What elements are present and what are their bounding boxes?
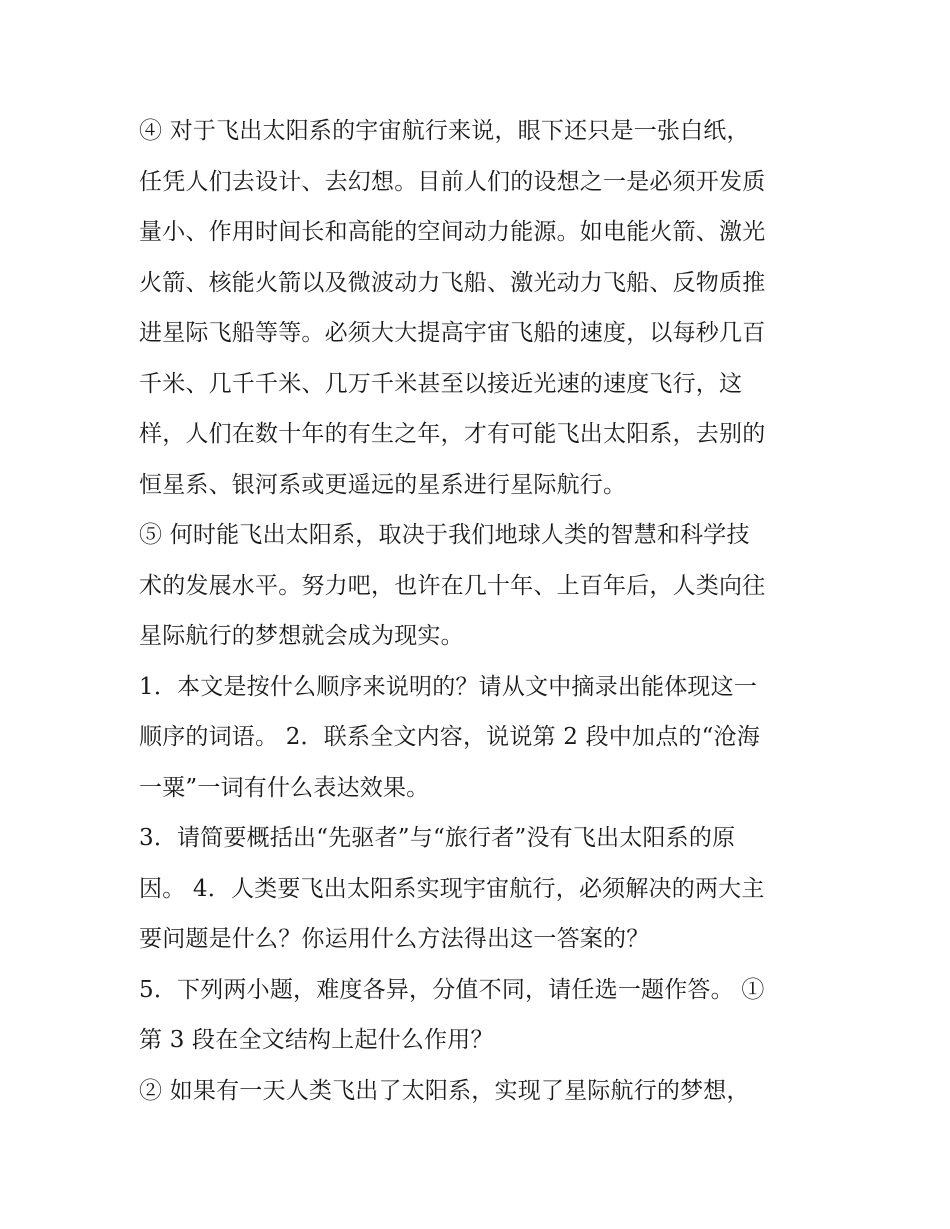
paragraph-4-line-7: 样，人们在数十年的有生之年，才有可能飞出太阳系，去别的 [139,421,766,447]
paragraph-5-line-3: 星际航行的梦想就会成为现实。 [139,623,464,649]
paragraph-4-line-6: 千米、几千千米、几万千米甚至以接近光速的速度飞行，这 [139,370,743,397]
document-body [139,106,819,1116]
question-3-4-line: 因。 4．人类要飞出太阳系实现宇宙航行，必须解决的两大主 [139,875,765,902]
question-4-line-2: 要问题是什么？你运用什么方法得出这一答案的？ [139,926,650,952]
question-1-line-1: 1．本文是按什么顺序来说明的？请从文中摘录出能体现这一 [139,673,758,700]
paragraph-4-line-3: 量小、作用时间长和高能的空间动力能源。如电能火箭、激光 [139,219,766,245]
question-1-2-line: 顺序的词语。 2．联系全文内容，说说第 2 段中加点的“沧海 [139,724,760,750]
paragraph-5-line-1: ⑤ 何时能飞出太阳系，取决于我们地球人类的智慧和科学技 [139,522,750,548]
question-5-line-3: ② 如果有一天人类飞出了太阳系，实现了星际航行的梦想， [139,1077,750,1104]
paragraph-5-line-2: 术的发展水平。努力吧，也许在几十年、上百年后，人类向往 [139,572,766,599]
paragraph-4-line-8: 恒星系、银河系或更遥远的星系进行星际航行。 [139,471,627,498]
paragraph-4-line-5: 进星际飞船等等。必须大大提高宇宙飞船的速度，以每秒几百 [139,320,766,346]
question-3-line-1: 3．请简要概括出“先驱者”与“旅行者”没有飞出太阳系的原 [139,825,736,851]
question-2-line-2: 一粟”一词有什么表达效果。 [139,774,430,801]
question-5-line-2: 第 3 段在全文结构上起什么作用？ [139,1027,494,1053]
paragraph-4-line-2: 任凭人们去设计、去幻想。目前人们的设想之一是必须开发质 [139,168,766,195]
question-5-line-1: 5．下列两小题，难度各异，分值不同，请任选一题作答。 ① [139,976,765,1003]
paragraph-4-line-1: ④ 对于飞出太阳系的宇宙航行来说，眼下还只是一张白纸， [139,118,750,144]
paragraph-4-line-4: 火箭、核能火箭以及微波动力飞船、激光动力飞船、反物质推 [139,269,766,296]
